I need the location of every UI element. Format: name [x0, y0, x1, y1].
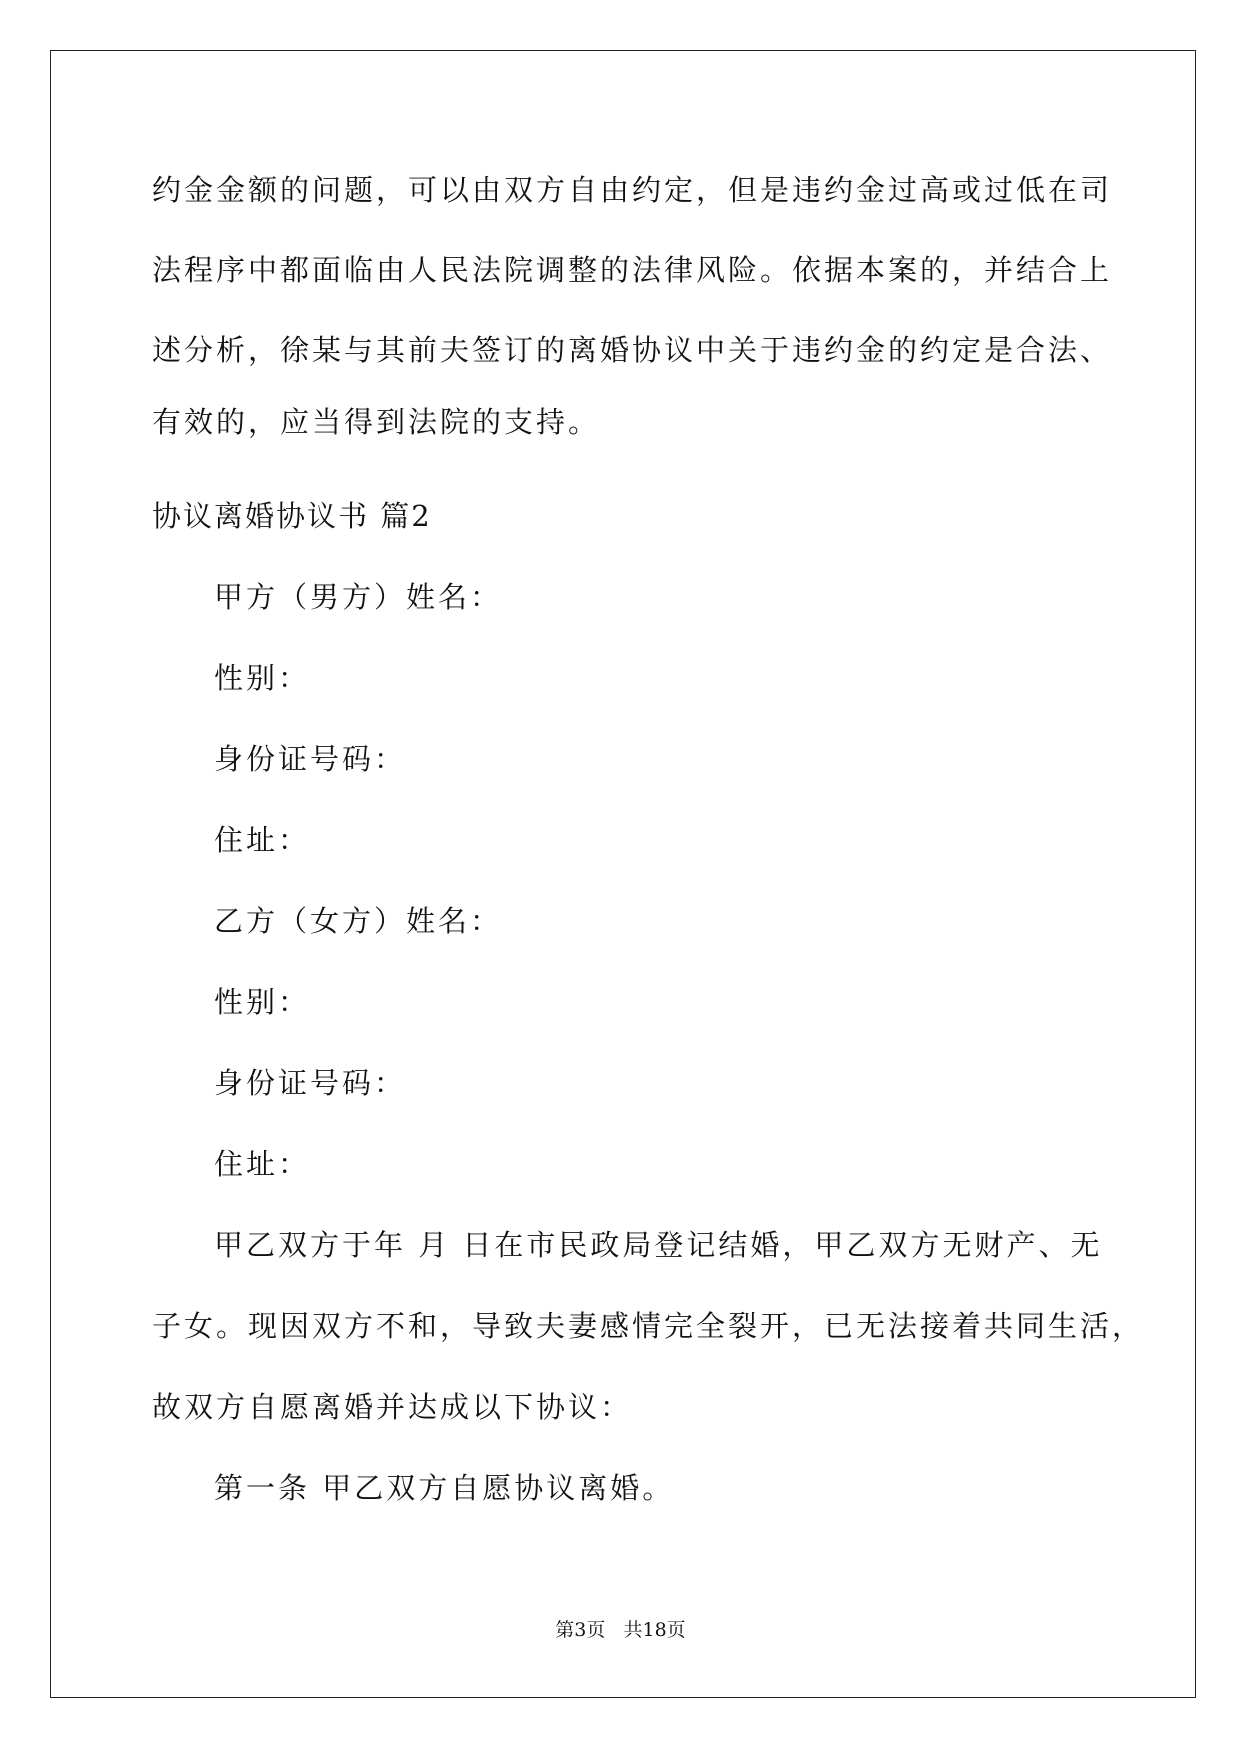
article-line: 第一条 甲乙双方自愿协议离婚。	[214, 1471, 675, 1505]
paragraph-line: 有效的，应当得到法院的支持。	[152, 405, 601, 439]
party-a-gender-label: 性别：	[214, 661, 311, 695]
party-a-address-label: 住址：	[214, 823, 311, 857]
party-a-id-label: 身份证号码：	[214, 742, 407, 776]
party-b-name-label: 乙方（女方）姓名：	[214, 904, 503, 938]
page-border	[50, 50, 1196, 1698]
section-heading: 协议离婚协议书 篇2	[152, 499, 432, 533]
party-b-id-label: 身份证号码：	[214, 1066, 407, 1100]
page-number-footer: 第3页 共18页	[555, 1619, 686, 1641]
paragraph-line: 故双方自愿离婚并达成以下协议：	[152, 1390, 633, 1424]
paragraph-line: 法程序中都面临由人民法院调整的法律风险。依据本案的，并结合上	[152, 253, 1113, 287]
paragraph-line: 子女。现因双方不和，导致夫妻感情完全裂开，已无法接着共同生活，	[152, 1309, 1145, 1343]
paragraph-line: 述分析，徐某与其前夫签订的离婚协议中关于违约金的约定是合法、	[152, 333, 1113, 367]
paragraph-line: 甲乙双方于年 月 日在市民政局登记结婚，甲乙双方无财产、无	[214, 1228, 1103, 1262]
party-a-name-label: 甲方（男方）姓名：	[214, 580, 503, 614]
party-b-address-label: 住址：	[214, 1147, 311, 1181]
party-b-gender-label: 性别：	[214, 985, 311, 1019]
paragraph-line: 约金金额的问题，可以由双方自由约定，但是违约金过高或过低在司	[152, 173, 1113, 207]
